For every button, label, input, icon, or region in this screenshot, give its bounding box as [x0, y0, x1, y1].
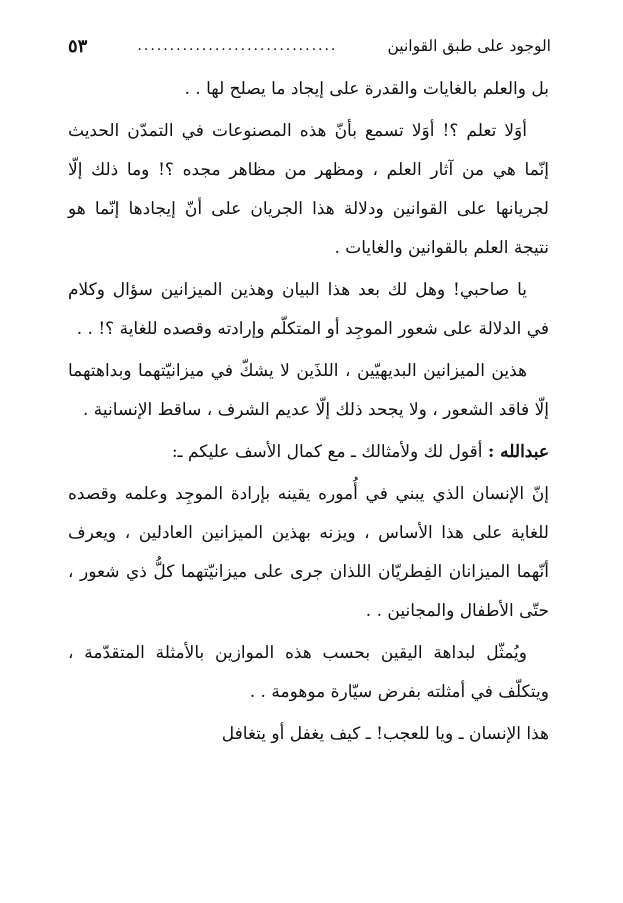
paragraph: هذين الميزانين البديهيّين ، اللذَين لا يشكّ في ميزانيّتهما وبداهتهما إلّا فاقد الشعور ، ولا يجحد ذلك إلّا عديم الشرف ، ساقط الإنسانية . — [68, 361, 549, 420]
paragraph: هذا الإنسان ـ ويا للعجب! ـ كيف يغفل أو يتغافل — [221, 724, 549, 744]
dialogue-text: أقول لك ولأمثالك ـ مع كمال الأسف عليكم ـ: — [171, 442, 488, 462]
paragraph: ويُمثّل لبداهة اليقين بحسب هذه الموازين بالأمثلة المتقدّمة ، ويتكلّف في أمثلته بفرض سيّارة موهومة . . — [68, 643, 549, 702]
speaker-name: عبدالله : — [487, 442, 549, 462]
paragraph: يا صاحبي! وهل لك بعد هذا البيان وهذين الميزانين سؤال وكلام في الدلالة على شعور الموجِد أو المتكلّم وإرادته وقصده للغاية ؟! . . — [68, 280, 549, 339]
paragraph: إنّ الإنسان الذي يبني في أُموره يقينه بإرادة الموجِد وعلمه وقصده للغاية على هذا الأساس ، ويزنه بهذين الميزانين العادلين ، ويعرف أنّهما الميزانان الفِطريّان اللذان جرى على ميزانيّتهما كلُّ ذي شعور ، حتّى الأطفال والمجانين . . — [68, 484, 549, 621]
paragraph-continuation: بل والعلم بالغايات والقدرة على إيجاد ما يصلح لها . . — [184, 79, 549, 99]
header-title: الوجود على طبق القوانين — [387, 37, 551, 55]
body-text — [68, 70, 549, 757]
paragraph: أوَلا تعلم ؟! أوَلا تسمع بأنّ هذه المصنوعات في التمدّن الحديث إنّما هي من آثار العلم ، ومظهر من مظاهر مجده ؟! وما ذلك إلّا لجريانها على القوانين ودلالة هذا الجريان على أنّ إيجادها إنّما هو نتيجة العلم بالقوانين والغايات . — [68, 121, 549, 258]
dialogue-paragraph — [68, 433, 549, 472]
running-header — [68, 30, 551, 62]
page-number: ٥٣ — [68, 35, 88, 57]
header-leader-dots: ............................... — [137, 38, 338, 54]
